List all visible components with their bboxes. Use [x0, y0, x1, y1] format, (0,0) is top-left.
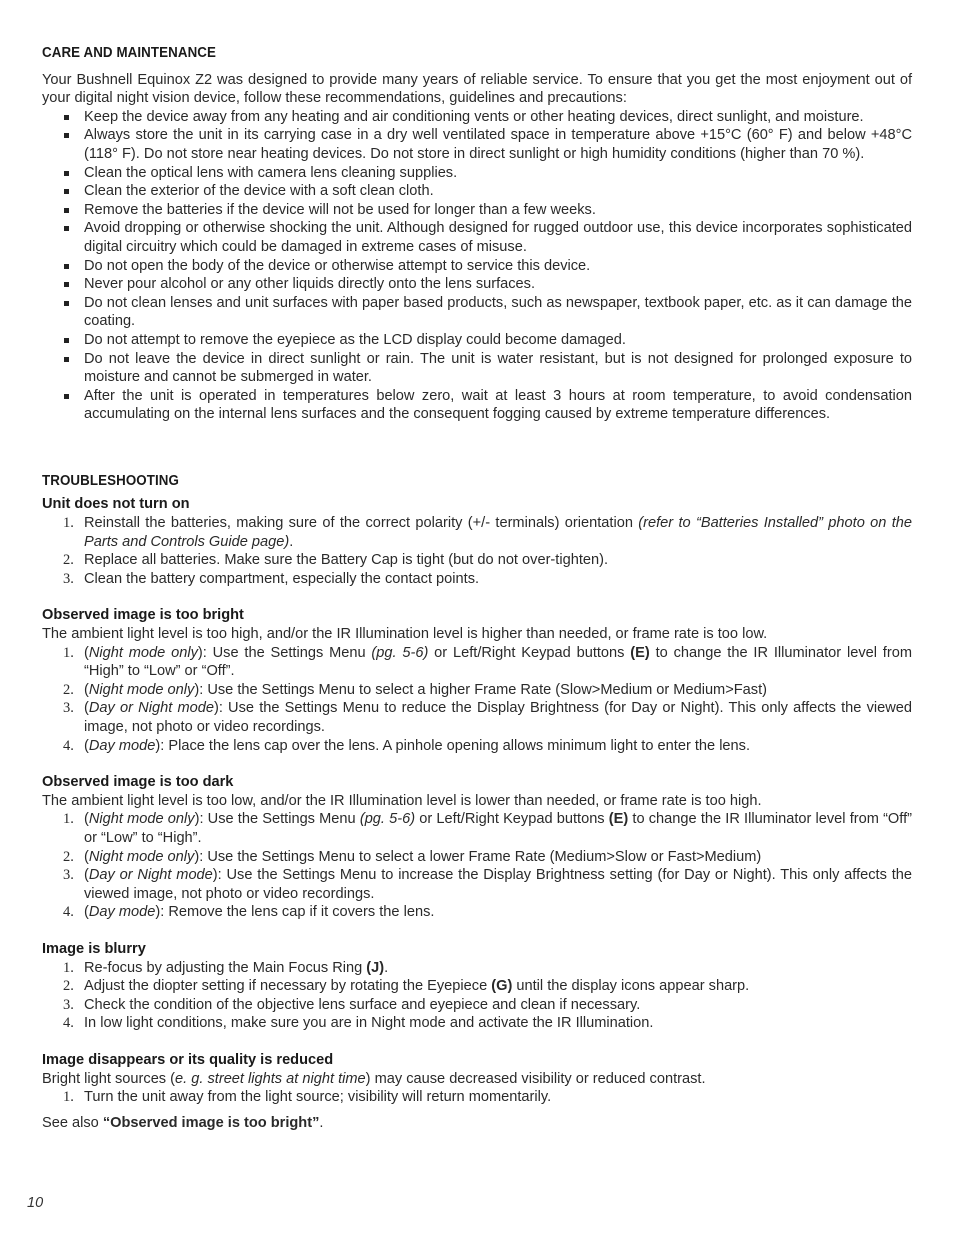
see-also-note: See also “Observed image is too bright”.: [42, 1114, 324, 1131]
too-dark-steps: [42, 810, 912, 922]
list-item: 2. Replace all batteries. Make sure the Battery Cap is tight (but do not over-tighten).: [63, 552, 609, 569]
list-item: Do not attempt to remove the eyepiece as the LCD display could become damaged.: [42, 331, 912, 350]
too-bright-heading: Observed image is too bright: [42, 607, 244, 624]
disappears-intro: Bright light sources (e. g. street lights at night time) may cause decreased visibility or reduced contrast.: [42, 1070, 706, 1087]
page-number: 10: [27, 1195, 44, 1211]
list-item: 4. (Day mode): Remove the lens cap if it covers the lens.: [63, 904, 435, 921]
list-item: Do not open the body of the device or otherwise attempt to service this device.: [42, 257, 912, 276]
blurry-heading: Image is blurry: [42, 940, 146, 957]
care-maintenance-heading: CARE AND MAINTENANCE: [42, 45, 217, 61]
too-dark-heading: Observed image is too dark: [42, 774, 234, 791]
key-label: (E): [630, 644, 650, 661]
reference-text: (refer to “Batteries Installed” photo on the Parts and Controls Guide page): [84, 515, 912, 550]
key-label: (E): [608, 811, 629, 828]
unit-no-power-heading: Unit does not turn on: [42, 496, 190, 513]
list-item: 2. (Night mode only): Use the Settings Menu to select a higher Frame Rate (Slow>Medium or Medium>Fast): [63, 681, 767, 698]
disappears-steps: [42, 1088, 912, 1107]
list-item: 1. Reinstall the batteries, making sure of the correct polarity (+/- terminals) orientation (refer to “Batteries Installed” photo on the Parts and Controls Guide page).: [63, 515, 912, 550]
blurry-steps: [42, 959, 912, 1033]
no-power-steps: [42, 514, 912, 588]
list-item: 3. (Day or Night mode): Use the Settings Menu to increase the Display Brightness setting (for Day or Night). This only affects the viewed image, not photo or video recordings.: [63, 867, 912, 902]
troubleshooting-heading: TROUBLESHOOTING: [42, 472, 180, 489]
list-item: 2. (Night mode only): Use the Settings Menu to select a lower Frame Rate (Medium>Slow or Fast>Medium): [63, 848, 762, 865]
list-item: 2. Adjust the diopter setting if necessary by rotating the Eyepiece (G) until the display icons appear sharp.: [63, 978, 750, 995]
list-item: 3. (Day or Night mode): Use the Settings Menu to reduce the Display Brightness (for Day or Night). This only affects the viewed image, not photo or video recordings.: [63, 700, 912, 735]
list-item: Keep the device away from any heating and air conditioning vents or other heating devices, direct sunlight, and moisture.: [42, 108, 912, 127]
list-item: Remove the batteries if the device will not be used for longer than a few weeks.: [42, 201, 912, 220]
list-item: 1. Re-focus by adjusting the Main Focus Ring (J).: [63, 959, 389, 976]
list-item: 3. Check the condition of the objective lens surface and eyepiece and clean if necessary.: [63, 996, 641, 1013]
care-intro: Your Bushnell Equinox Z2 was designed to provide many years of reliable service. To ensure that you get the most enjoyment out of your digital night vision device, follow these recommendations, guidelines and precautions:: [42, 71, 912, 107]
too-bright-steps: [42, 644, 912, 756]
list-item: Avoid dropping or otherwise shocking the unit. Although designed for rugged outdoor use, this device incorporates sophisticated digital circuitry which could be damaged in extreme cases of misuse.: [42, 219, 912, 256]
list-item: 4. In low light conditions, make sure you are in Night mode and activate the IR Illumination.: [63, 1015, 654, 1032]
too-bright-intro: The ambient light level is too high, and/or the IR Illumination level is higher than needed, or frame rate is too low.: [42, 626, 768, 643]
list-item: After the unit is operated in temperatures below zero, wait at least 3 hours at room temperature, to avoid condensation accumulating on the internal lens surfaces and the consequent fogging caused by extreme temperature differences.: [42, 387, 912, 424]
document-page: [42, 44, 912, 1132]
key-label: (G): [491, 978, 513, 995]
list-item: 4. (Day mode): Place the lens cap over the lens. A pinhole opening allows minimum light to enter the lens.: [63, 737, 751, 754]
list-item: Always store the unit in its carrying case in a dry well ventilated space in temperature above +15°C (60° F) and below +48°C (118° F). Do not store near heating devices. Do not store in direct sunlight or high humidity conditions (higher than 70 %).: [42, 126, 912, 163]
list-item: Do not clean lenses and unit surfaces with paper based products, such as newspaper, textbook paper, etc. as it can damage the coating.: [42, 294, 912, 331]
list-item: Clean the exterior of the device with a soft clean cloth.: [42, 182, 912, 201]
too-dark-intro: The ambient light level is too low, and/or the IR Illumination level is lower than needed, or frame rate is too high.: [42, 792, 762, 809]
list-item: 1. (Night mode only): Use the Settings Menu (pg. 5-6) or Left/Right Keypad buttons (E) to change the IR Illuminator level from “High” to “Low” or “Off”.: [63, 644, 912, 680]
disappears-heading: Image disappears or its quality is reduced: [42, 1051, 334, 1068]
list-item: Clean the optical lens with camera lens cleaning supplies.: [42, 164, 912, 183]
key-label: (J): [366, 959, 385, 976]
care-list: [42, 108, 912, 424]
list-item: Never pour alcohol or any other liquids directly onto the lens surfaces.: [42, 275, 912, 294]
list-item: Do not leave the device in direct sunlight or rain. The unit is water resistant, but is not designed for prolonged exposure to moisture and cannot be submerged in water.: [42, 350, 912, 387]
list-item: 3. Clean the battery compartment, especially the contact points.: [63, 570, 480, 587]
list-item: 1. (Night mode only): Use the Settings Menu (pg. 5-6) or Left/Right Keypad buttons (E) to change the IR Illuminator level from “Off” or “Low” to “High”.: [63, 811, 912, 846]
list-item: 1. Turn the unit away from the light source; visibility will return momentarily.: [63, 1089, 552, 1106]
